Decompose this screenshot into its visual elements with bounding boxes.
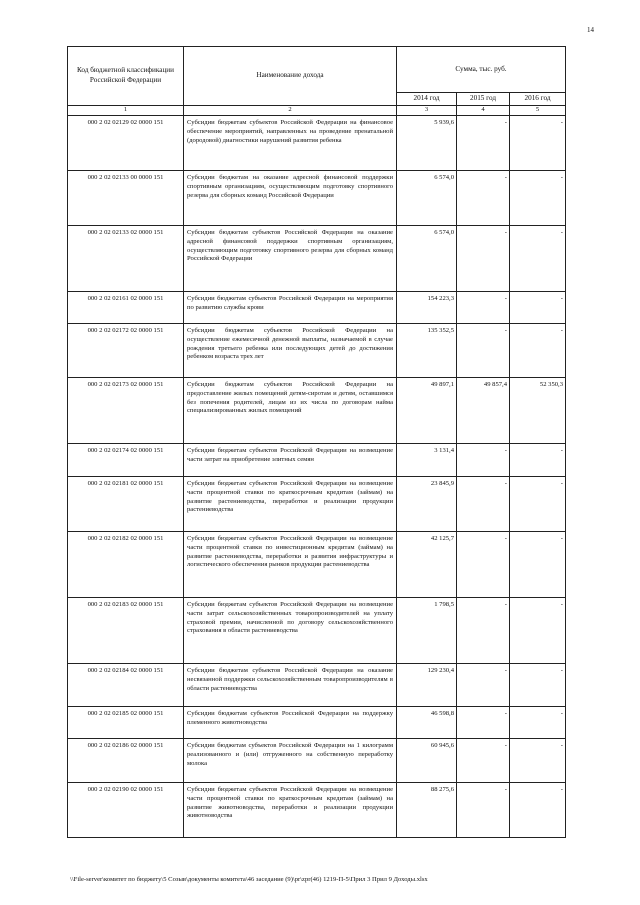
table-row (68, 377, 566, 443)
amount-2016: 52 350,3 (510, 377, 566, 443)
table-row (68, 531, 566, 597)
amount-2016: - (510, 597, 566, 663)
page-number: 14 (587, 26, 594, 34)
amount-2016: - (510, 531, 566, 597)
budget-code: 000 2 02 02174 02 0000 151 (68, 443, 184, 476)
table-row (68, 443, 566, 476)
amount-2014: 135 352,5 (397, 323, 457, 377)
income-name: Субсидии бюджетам субъектов Российской Федерации на осуществление ежемесячной денежной выплаты, назначаемой в случае рождения третьего ребенка или последующих детей до достижения ребенком возраста трех лет (184, 323, 397, 377)
amount-2014: 88 275,6 (397, 782, 457, 837)
amount-2016: - (510, 782, 566, 837)
amount-2014: 23 845,9 (397, 476, 457, 531)
amount-2016: - (510, 170, 566, 225)
income-name: Субсидии бюджетам субъектов Российской Федерации на поддержку племенного животноводства (184, 706, 397, 738)
amount-2016: - (510, 115, 566, 170)
column-number-5: 5 (510, 105, 566, 115)
income-name: Субсидии бюджетам субъектов Российской Федерации на оказание адресной финансовой поддержки спортивным организациям, осуществляющим подготовку спортивного резерва для сборных команд Российской Федерации (184, 225, 397, 291)
amount-2014: 154 223,3 (397, 291, 457, 323)
amount-2014: 60 945,6 (397, 738, 457, 782)
amount-2016: - (510, 706, 566, 738)
income-name: Субсидии бюджетам субъектов Российской Федерации на предоставление жилых помещений детям-сиротам и детям, оставшимся без попечения родителей, лицам из их числа по договорам найма специализированных жилых помещений (184, 377, 397, 443)
budget-code: 000 2 02 02182 02 0000 151 (68, 531, 184, 597)
income-name: Субсидии бюджетам субъектов Российской Федерации на возмещение части процентной ставки по инвестиционным кредитам (займам) на развитие растениеводства, переработки и развития инфраструктуры и логистического обеспечения рынков продукции растениеводства (184, 531, 397, 597)
budget-code: 000 2 02 02190 02 0000 151 (68, 782, 184, 837)
amount-2014: 49 897,1 (397, 377, 457, 443)
table-row (68, 738, 566, 782)
header-year-2015: 2015 год (457, 93, 510, 106)
income-name: Субсидии бюджетам на оказание адресной финансовой поддержки спортивным организациям, осуществляющим подготовку спортивного резерва для сборных команд Российской Федерации (184, 170, 397, 225)
amount-2015: - (457, 663, 510, 706)
budget-code: 000 2 02 02184 02 0000 151 (68, 663, 184, 706)
amount-2014: 3 131,4 (397, 443, 457, 476)
amount-2015: - (457, 115, 510, 170)
budget-code: 000 2 02 02133 00 0000 151 (68, 170, 184, 225)
amount-2016: - (510, 443, 566, 476)
column-number-4: 4 (457, 105, 510, 115)
amount-2014: 6 574,0 (397, 170, 457, 225)
revenue-table (67, 46, 566, 838)
table-row (68, 170, 566, 225)
amount-2015: 49 857,4 (457, 377, 510, 443)
amount-2015: - (457, 443, 510, 476)
amount-2014: 42 125,7 (397, 531, 457, 597)
header-year-2016: 2016 год (510, 93, 566, 106)
amount-2015: - (457, 706, 510, 738)
income-name: Субсидии бюджетам субъектов Российской Федерации на финансовое обеспечение мероприятий, направленных на проведение пренатальной (дородовой) диагностики нарушений развития ребенка (184, 115, 397, 170)
header-year-2014: 2014 год (397, 93, 457, 106)
income-name: Субсидии бюджетам субъектов Российской Федерации на возмещение части процентной ставки по краткосрочным кредитам (займам) на развитие животноводства, переработки и реализации продукции животноводства (184, 782, 397, 837)
amount-2016: - (510, 663, 566, 706)
column-number-2: 2 (184, 105, 397, 115)
table-row (68, 663, 566, 706)
income-name: Субсидии бюджетам субъектов Российской Федерации на оказание несвязанной поддержки сельскохозяйственным товаропроизводителям в области растениеводства (184, 663, 397, 706)
amount-2014: 129 230,4 (397, 663, 457, 706)
budget-code: 000 2 02 02129 02 0000 151 (68, 115, 184, 170)
column-number-1: 1 (68, 105, 184, 115)
header-name: Наименование дохода (184, 47, 397, 106)
amount-2015: - (457, 225, 510, 291)
income-name: Субсидии бюджетам субъектов Российской Федерации на 1 килограмм реализованного и (или) отгруженного на собственную переработку молока (184, 738, 397, 782)
amount-2015: - (457, 738, 510, 782)
table-row (68, 597, 566, 663)
amount-2016: - (510, 291, 566, 323)
budget-code: 000 2 02 02173 02 0000 151 (68, 377, 184, 443)
file-path-footer: \\File-server\комитет по бюджету\5 Созыв\документы комитета\46 заседание (9)\pr\zpr(46) 1219-П-5\Прил 3 Прил 9 Доходы.xlsx (70, 876, 428, 883)
table-row (68, 115, 566, 170)
budget-code: 000 2 02 02183 02 0000 151 (68, 597, 184, 663)
table-row (68, 782, 566, 837)
budget-code: 000 2 02 02181 02 0000 151 (68, 476, 184, 531)
income-name: Субсидии бюджетам субъектов Российской Федерации на возмещение части затрат сельскохозяйственных товаропроизводителей на уплату страховой премии, начисленной по договору сельскохозяйственного страхования в области растениеводства (184, 597, 397, 663)
income-name: Субсидии бюджетам субъектов Российской Федерации на мероприятия по развитию службы крови (184, 291, 397, 323)
amount-2015: - (457, 476, 510, 531)
amount-2015: - (457, 782, 510, 837)
budget-code: 000 2 02 02186 02 0000 151 (68, 738, 184, 782)
amount-2014: 1 798,5 (397, 597, 457, 663)
amount-2015: - (457, 170, 510, 225)
table-row (68, 225, 566, 291)
header-sum: Сумма, тыс. руб. (397, 47, 566, 93)
table-row (68, 291, 566, 323)
amount-2016: - (510, 225, 566, 291)
amount-2015: - (457, 597, 510, 663)
amount-2016: - (510, 476, 566, 531)
budget-code: 000 2 02 02161 02 0000 151 (68, 291, 184, 323)
amount-2016: - (510, 323, 566, 377)
amount-2016: - (510, 738, 566, 782)
column-number-3: 3 (397, 105, 457, 115)
table-row (68, 476, 566, 531)
amount-2014: 6 574,0 (397, 225, 457, 291)
income-name: Субсидии бюджетам субъектов Российской Федерации на возмещение части процентной ставки по краткосрочным кредитам (займам) на развитие растениеводства, переработки и реализации продукции растениеводства (184, 476, 397, 531)
amount-2015: - (457, 531, 510, 597)
budget-code: 000 2 02 02185 02 0000 151 (68, 706, 184, 738)
amount-2014: 5 939,6 (397, 115, 457, 170)
budget-code: 000 2 02 02172 02 0000 151 (68, 323, 184, 377)
budget-code: 000 2 02 02133 02 0000 151 (68, 225, 184, 291)
income-name: Субсидии бюджетам субъектов Российской Федерации на возмещение части затрат на приобретение элитных семян (184, 443, 397, 476)
header-code: Код бюджетной классификации Российской Федерации (68, 47, 184, 106)
table-row (68, 706, 566, 738)
amount-2015: - (457, 291, 510, 323)
amount-2015: - (457, 323, 510, 377)
table-row (68, 323, 566, 377)
amount-2014: 46 598,8 (397, 706, 457, 738)
